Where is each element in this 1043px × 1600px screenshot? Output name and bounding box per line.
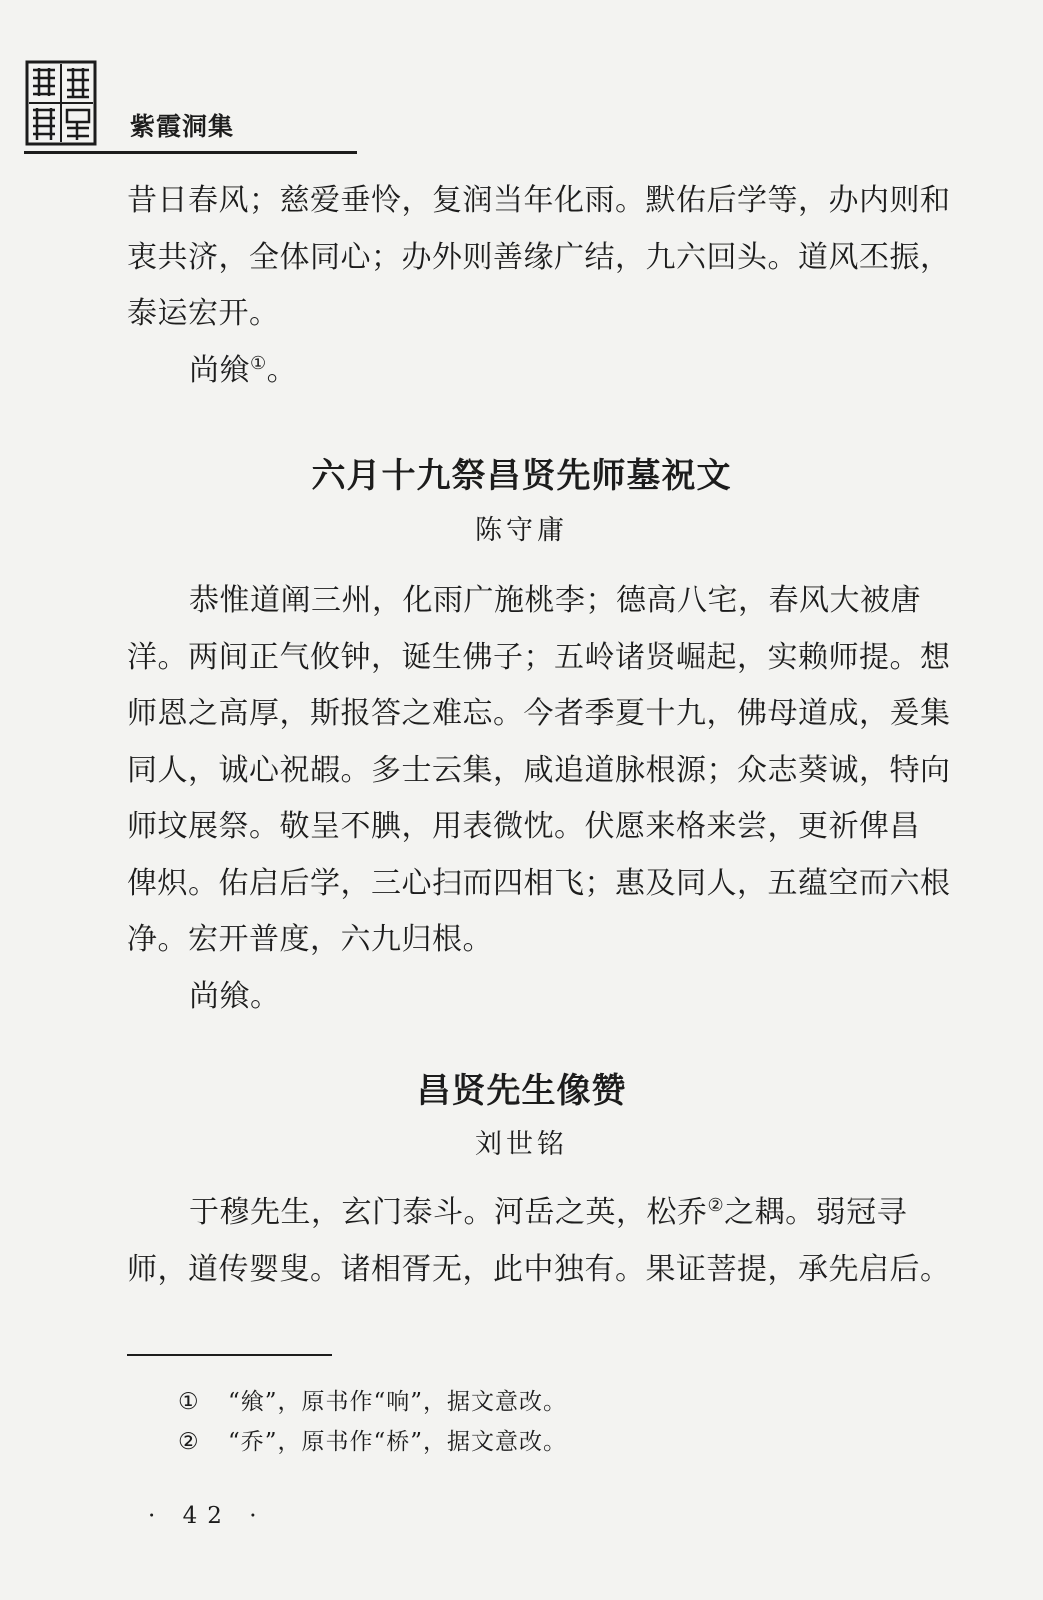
paragraph: 昔日春风；慈爱垂怜，复润当年化雨。默佑后学等，办内则和 衷共济，全体同心；办外则善缘广结，九六回头。道风丕振， 泰运宏开。 (127, 183, 951, 331)
seal-stamp-icon (25, 60, 97, 146)
continued-passage (127, 173, 957, 399)
eulogy-text (127, 1185, 957, 1298)
closing-text: 尚飨 (189, 352, 250, 388)
section-title: 六月十九祭昌贤先师墓祝文 (311, 456, 732, 496)
section-title: 昌贤先生像赞 (416, 1071, 627, 1111)
section-author: 陈守庸 (475, 515, 568, 546)
footnote-text: “乔”，原书作“桥”，据文意改。 (228, 1429, 568, 1455)
closing-line: 尚飨。 (189, 978, 281, 1014)
footnotes (178, 1382, 878, 1462)
footnote-mark: ② (178, 1429, 200, 1455)
closing-punct: 。 (266, 352, 298, 388)
paragraph (127, 1185, 957, 1298)
header-rule (24, 151, 357, 154)
footnote-text: “飨”，原书作“响”，据文意改。 (228, 1389, 568, 1415)
footnote-mark: ① (178, 1389, 200, 1415)
running-head: 紫霞洞集 (130, 112, 235, 141)
section-author: 刘世铭 (475, 1129, 568, 1160)
footnote-rule (127, 1354, 332, 1356)
footnote-ref: ② (707, 1195, 725, 1216)
footnote (178, 1382, 878, 1422)
closing-line (127, 343, 957, 400)
paragraph: 恭惟道阐三州，化雨广施桃李；德高八宅，春风大被唐 洋。两间正气攸钟，诞生佛子；五岭诸贤崛起，实赖师提。想 师恩之高厚，斯报答之难忘。今者季夏十九，佛母道成，爰集 同人，诚心祝嘏。多士云集，咸追道脉根源；众志葵诚，特向 师坟展祭。敬呈不腆，用表微忱。伏愿来格来尝，更祈俾昌 俾炽。佑启后学，三心扫而四相飞；惠及同人，五蕴空而六根 净。宏开普度，六九归根。 (127, 583, 951, 957)
paragraph-part: 之耦。弱冠寻 师，道传婴叟。诸相胥无，此中独有。果证菩提，承先启后。 (127, 1195, 951, 1287)
prayer-text (127, 573, 957, 1025)
page-number: · 42 · (148, 1503, 267, 1529)
footnote (178, 1422, 878, 1462)
footnote-ref: ① (250, 352, 267, 374)
paragraph-part: 于穆先生，玄门泰斗。河岳之英，松乔 (189, 1195, 708, 1230)
